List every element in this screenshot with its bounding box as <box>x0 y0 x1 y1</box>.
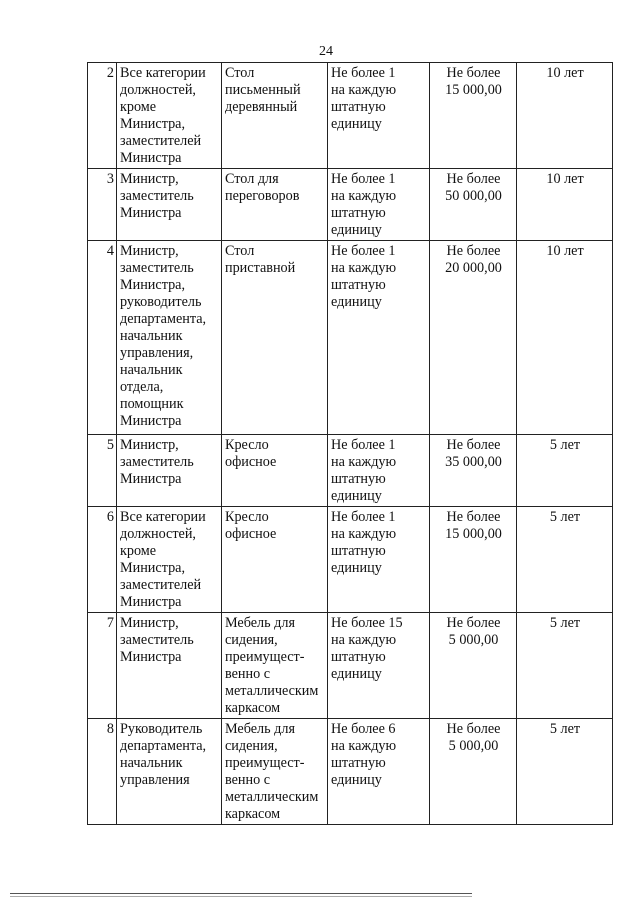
position-category-cell-line: департамента, <box>120 738 207 754</box>
position-category-cell-line: Министр, <box>120 437 179 453</box>
quantity-cell-line: единицу <box>331 222 382 238</box>
position-category-cell-line: заместитель <box>120 454 194 470</box>
item-name-cell-line: офисное <box>225 454 277 470</box>
price-cell-line: 15 000,00 <box>445 82 502 98</box>
row-number-cell: 5 <box>88 435 117 507</box>
item-name-cell-line: Стол <box>225 65 255 81</box>
position-category-cell-line: Министра, <box>120 277 186 293</box>
position-category-cell <box>117 435 222 507</box>
quantity-cell-line: единицу <box>331 772 382 788</box>
position-category-cell-line: Министра, <box>120 116 186 132</box>
price-cell-line: 5 000,00 <box>448 632 499 648</box>
position-category-cell-line: заместитель <box>120 632 194 648</box>
quantity-cell <box>328 719 430 825</box>
position-category-cell-line: начальник <box>120 328 183 344</box>
quantity-cell <box>328 241 430 435</box>
item-name-cell <box>222 169 328 241</box>
position-category-cell <box>117 507 222 613</box>
quantity-cell-line: единицу <box>331 560 382 576</box>
item-name-cell-line: преимущест- <box>225 649 305 665</box>
item-name-cell <box>222 507 328 613</box>
position-category-cell-line: Министр, <box>120 615 179 631</box>
quantity-cell-line: Не более 1 <box>331 171 396 187</box>
position-category-cell-line: Руководитель <box>120 721 203 737</box>
quantity-cell <box>328 507 430 613</box>
quantity-cell-line: Не более 1 <box>331 509 396 525</box>
quantity-cell-line: штатную <box>331 755 386 771</box>
price-cell <box>430 169 517 241</box>
table-row <box>88 507 613 613</box>
furniture-norms-table <box>87 62 613 825</box>
item-name-cell-line: Кресло <box>225 437 269 453</box>
position-category-cell <box>117 63 222 169</box>
price-cell <box>430 613 517 719</box>
quantity-cell-line: единицу <box>331 294 382 310</box>
price-cell-line: 20 000,00 <box>445 260 502 276</box>
item-name-cell-line: письменный <box>225 82 301 98</box>
quantity-cell-line: Не более 1 <box>331 65 396 81</box>
quantity-cell-line: единицу <box>331 116 382 132</box>
service-term-cell: 10 лет <box>517 63 613 169</box>
service-term-cell: 5 лет <box>517 719 613 825</box>
position-category-cell-line: Министра <box>120 413 182 429</box>
quantity-cell-line: на каждую <box>331 82 397 98</box>
price-cell <box>430 63 517 169</box>
quantity-cell-line: штатную <box>331 649 386 665</box>
item-name-cell-line: Мебель для <box>225 721 295 737</box>
item-name-cell-line: Мебель для <box>225 615 295 631</box>
quantity-cell-line: единицу <box>331 666 382 682</box>
page-number: 24 <box>319 44 333 59</box>
position-category-cell-line: начальник <box>120 755 183 771</box>
item-name-cell <box>222 241 328 435</box>
position-category-cell-line: управления, <box>120 345 194 361</box>
item-name-cell-line: сидения, <box>225 632 278 648</box>
item-name-cell <box>222 63 328 169</box>
table-row <box>88 63 613 169</box>
service-term-cell: 5 лет <box>517 613 613 719</box>
price-cell-line: 35 000,00 <box>445 454 502 470</box>
quantity-cell-line: штатную <box>331 277 386 293</box>
table-row <box>88 613 613 719</box>
price-cell <box>430 241 517 435</box>
item-name-cell-line: офисное <box>225 526 277 542</box>
quantity-cell-line: на каждую <box>331 526 397 542</box>
item-name-cell-line: венно с <box>225 666 271 682</box>
position-category-cell-line: заместитель <box>120 188 194 204</box>
price-cell-line: Не более <box>446 243 501 259</box>
position-category-cell-line: Министра, <box>120 560 186 576</box>
price-cell-line: 50 000,00 <box>445 188 502 204</box>
quantity-cell-line: Не более 1 <box>331 243 396 259</box>
quantity-cell-line: на каждую <box>331 738 397 754</box>
quantity-cell-line: на каждую <box>331 260 397 276</box>
quantity-cell-line: Не более 6 <box>331 721 396 737</box>
position-category-cell-line: кроме <box>120 99 157 115</box>
position-category-cell-line: отдела, <box>120 379 164 395</box>
item-name-cell <box>222 435 328 507</box>
price-cell-line: Не более <box>446 437 501 453</box>
position-category-cell-line: должностей, <box>120 526 196 542</box>
item-name-cell <box>222 613 328 719</box>
item-name-cell-line: Стол <box>225 243 255 259</box>
service-term-cell: 10 лет <box>517 241 613 435</box>
position-category-cell-line: кроме <box>120 543 157 559</box>
price-cell-line: Не более <box>446 615 501 631</box>
item-name-cell-line: деревянный <box>225 99 298 115</box>
position-category-cell-line: помощник <box>120 396 184 412</box>
item-name-cell-line: сидения, <box>225 738 278 754</box>
price-cell-line: 5 000,00 <box>448 738 499 754</box>
item-name-cell-line: каркасом <box>225 806 281 822</box>
row-number-cell: 3 <box>88 169 117 241</box>
price-cell <box>430 719 517 825</box>
quantity-cell-line: на каждую <box>331 632 397 648</box>
position-category-cell-line: департамента, <box>120 311 207 327</box>
price-cell-line: Не более <box>446 171 501 187</box>
position-category-cell-line: Министр, <box>120 171 179 187</box>
quantity-cell-line: штатную <box>331 205 386 221</box>
price-cell <box>430 507 517 613</box>
position-category-cell-line: заместитель <box>120 260 194 276</box>
position-category-cell-line: должностей, <box>120 82 196 98</box>
position-category-cell <box>117 613 222 719</box>
position-category-cell-line: руководитель <box>120 294 202 310</box>
quantity-cell-line: Не более 1 <box>331 437 396 453</box>
item-name-cell-line: Стол для <box>225 171 279 187</box>
quantity-cell-line: штатную <box>331 471 386 487</box>
position-category-cell-line: Министра <box>120 471 182 487</box>
item-name-cell-line: металлическим <box>225 789 319 805</box>
item-name-cell-line: венно с <box>225 772 271 788</box>
item-name-cell-line: каркасом <box>225 700 281 716</box>
table-row <box>88 719 613 825</box>
quantity-cell <box>328 169 430 241</box>
footer-rule <box>10 893 472 894</box>
price-cell-line: Не более <box>446 509 501 525</box>
quantity-cell <box>328 435 430 507</box>
item-name-cell-line: приставной <box>225 260 296 276</box>
position-category-cell-line: управления <box>120 772 190 788</box>
quantity-cell-line: штатную <box>331 543 386 559</box>
quantity-cell-line: штатную <box>331 99 386 115</box>
row-number-cell: 7 <box>88 613 117 719</box>
position-category-cell-line: Все категории <box>120 65 206 81</box>
position-category-cell-line: Министра <box>120 594 182 610</box>
quantity-cell-line: единицу <box>331 488 382 504</box>
service-term-cell: 10 лет <box>517 169 613 241</box>
footer-rule-secondary <box>10 896 472 897</box>
quantity-cell <box>328 613 430 719</box>
position-category-cell-line: Министра <box>120 150 182 166</box>
price-cell-line: 15 000,00 <box>445 526 502 542</box>
position-category-cell-line: Министра <box>120 205 182 221</box>
row-number-cell: 8 <box>88 719 117 825</box>
service-term-cell: 5 лет <box>517 435 613 507</box>
table-row <box>88 435 613 507</box>
position-category-cell-line: заместителей <box>120 577 202 593</box>
price-cell-line: Не более <box>446 721 501 737</box>
row-number-cell: 6 <box>88 507 117 613</box>
position-category-cell-line: Министр, <box>120 243 179 259</box>
item-name-cell-line: преимущест- <box>225 755 305 771</box>
table-body <box>88 63 613 825</box>
row-number-cell: 4 <box>88 241 117 435</box>
position-category-cell <box>117 241 222 435</box>
price-cell-line: Не более <box>446 65 501 81</box>
position-category-cell-line: Все категории <box>120 509 206 525</box>
quantity-cell <box>328 63 430 169</box>
item-name-cell-line: металлическим <box>225 683 319 699</box>
position-category-cell-line: начальник <box>120 362 183 378</box>
item-name-cell <box>222 719 328 825</box>
row-number-cell: 2 <box>88 63 117 169</box>
position-category-cell-line: Министра <box>120 649 182 665</box>
position-category-cell <box>117 719 222 825</box>
position-category-cell <box>117 169 222 241</box>
service-term-cell: 5 лет <box>517 507 613 613</box>
quantity-cell-line: на каждую <box>331 188 397 204</box>
price-cell <box>430 435 517 507</box>
table-row <box>88 241 613 435</box>
quantity-cell-line: Не более 15 <box>331 615 403 631</box>
table-row <box>88 169 613 241</box>
quantity-cell-line: на каждую <box>331 454 397 470</box>
item-name-cell-line: Кресло <box>225 509 269 525</box>
item-name-cell-line: переговоров <box>225 188 300 204</box>
position-category-cell-line: заместителей <box>120 133 202 149</box>
